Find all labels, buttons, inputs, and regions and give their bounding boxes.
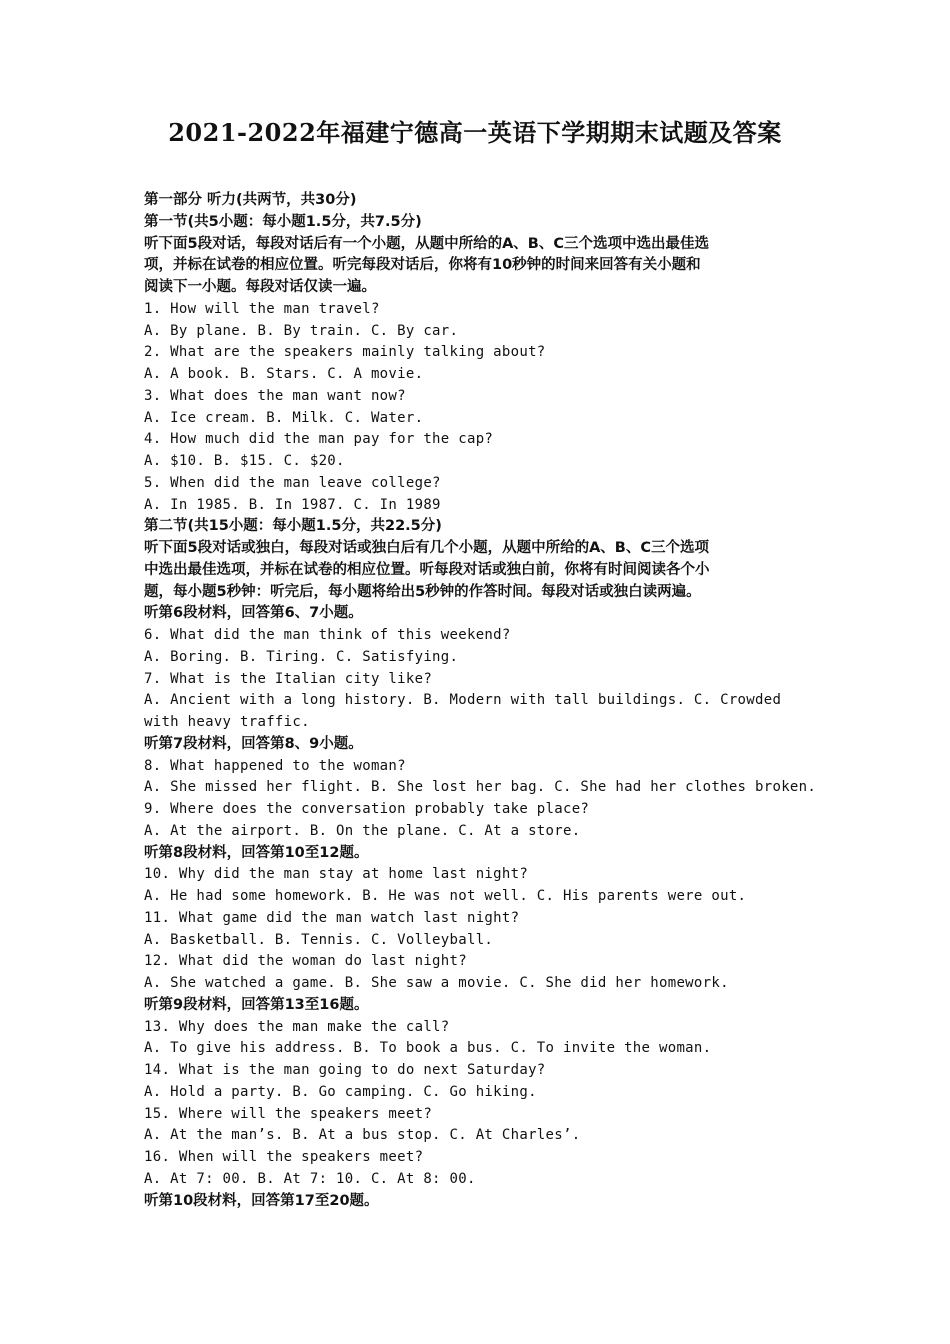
options-line: A. He had some homework. B. He was not well. C. His parents were out. [144,888,747,904]
section-heading: 第一部分 听力(共两节，共30分) [144,192,357,208]
options-line: A. Basketball. B. Tennis. C. Volleyball. [144,931,494,948]
options-line: A. A book. B. Stars. C. A movie. [144,366,424,382]
question-line: 5. When did the man leave college? [144,474,441,491]
material-heading: 听第10段材料，回答第17至20题。 [144,1192,379,1209]
options-line: A. Hold a party. B. Go camping. C. Go hiking. [144,1083,537,1100]
material-heading: 听第8段材料，回答第10至12题。 [144,844,369,861]
options-line: A. She watched a game. B. She saw a movie. C. She did her homework. [144,975,729,991]
instruction-line: 听下面5段对话或独白，每段对话或独白后有几个小题，从题中所给的A、B、C三个选项 [144,540,710,556]
section-heading: 第二节(共15小题：每小题1.5分，共22.5分) [144,518,442,535]
question-line: 4. How much did the man pay for the cap? [144,431,494,448]
question-line: 11. What game did the man watch last night? [144,909,520,926]
question-line: 16. When will the speakers meet? [144,1149,424,1165]
question-line: 2. What are the speakers mainly talking about? [144,344,546,361]
material-heading: 听第7段材料，回答第8、9小题。 [144,735,363,752]
question-line: 12. What did the woman do last night? [144,953,467,970]
options-line: A. Boring. B. Tiring. C. Satisfying. [144,648,459,665]
question-line: 9. Where does the conversation probably take place? [144,801,590,817]
question-line: 13. Why does the man make the call? [144,1018,450,1035]
options-line: A. At the man’s. B. At a bus stop. C. At Charles’. [144,1127,581,1144]
question-line: 7. What is the Italian city like? [144,670,433,687]
instruction-line: 题，每小题5秒钟：听完后，每小题将给出5秒钟的作答时间。每段对话或独白读两遍。 [144,583,701,600]
options-line: A. She missed her flight. B. She lost her bag. C. She had her clothes broken. [144,779,817,796]
options-line: A. To give his address. B. To book a bus. C. To invite the woman. [144,1040,712,1057]
material-heading: 听第6段材料，回答第6、7小题。 [144,605,363,622]
document-title: 2021-2022年福建宁德高一英语下学期期末试题及答案 [168,118,782,147]
section-heading: 第一节(共5小题：每小题1.5分，共7.5分) [144,213,422,230]
question-line: 8. What happened to the woman? [144,757,406,774]
options-line: A. At 7: 00. B. At 7: 10. C. At 8: 00. [144,1170,476,1187]
instruction-line: 项，并标在试卷的相应位置。听完每段对话后，你将有10秒钟的时间来回答有关小题和 [144,257,701,274]
options-line: A. $10. B. $15. C. $20. [144,453,345,469]
question-line: 10. Why did the man stay at home last night? [144,866,529,883]
options-line: A. Ice cream. B. Milk. C. Water. [144,409,424,426]
question-line: 15. Where will the speakers meet? [144,1105,433,1122]
instruction-line: 阅读下一小题。每段对话仅读一遍。 [144,279,376,295]
question-line: 1. How will the man travel? [144,300,380,317]
document-body [144,190,816,1212]
question-line: 14. What is the man going to do next Saturday? [144,1062,546,1078]
instruction-line: 听下面5段对话，每段对话后有一个小题，从题中所给的A、B、C三个选项中选出最佳选 [144,235,710,252]
options-line: A. Ancient with a long history. B. Modern with tall buildings. C. Crowded with heavy traffic. [144,692,782,730]
options-line: A. At the airport. B. On the plane. C. At a store. [144,822,581,839]
material-heading: 听第9段材料，回答第13至16题。 [144,996,369,1013]
question-line: 3. What does the man want now? [144,387,406,404]
options-line: A. In 1985. B. In 1987. C. In 1989 [144,496,441,513]
options-line: A. By plane. B. By train. C. By car. [144,322,459,339]
question-line: 6. What did the man think of this weekend? [144,627,511,643]
instruction-line: 中选出最佳选项，并标在试卷的相应位置。听每段对话或独白前，你将有时间阅读各个小 [144,561,710,578]
